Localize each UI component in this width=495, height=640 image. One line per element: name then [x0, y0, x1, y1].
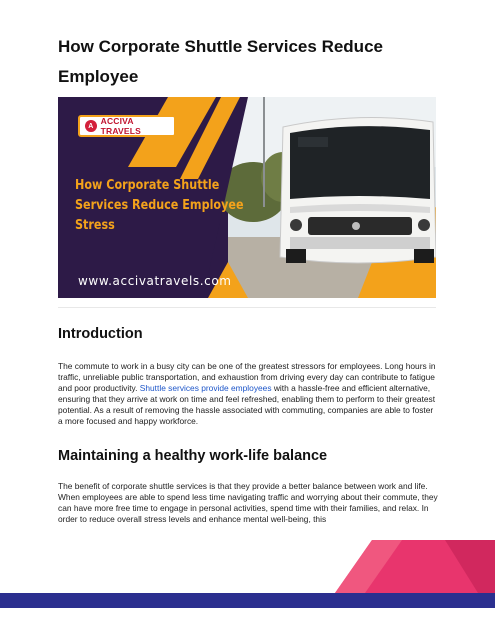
- balance-paragraph: The benefit of corporate shuttle services is that they provide a better balance between work and life. When employees are able to spend less time navigating traffic and worrying about their commute, they can have more free time to engage in personal activities, spend time with their families, and relax. In order to reduce overall stress levels and enhance mental well-being, this: [58, 481, 438, 524]
- banner-headline-line-3: Stress: [75, 218, 115, 233]
- banner-website-url: www.accivatravels.com: [78, 274, 232, 288]
- intro-paragraph: [58, 361, 438, 427]
- intro-heading: Introduction: [58, 326, 143, 342]
- shuttle-services-link[interactable]: Shuttle services provide employees: [139, 383, 272, 393]
- section-divider: [58, 307, 436, 308]
- banner-headline-line-2: Services Reduce Employee: [75, 198, 244, 213]
- banner-headline: [75, 176, 247, 236]
- intro-text-after: with a hassle-free and efficient alternative, ensuring that they arrive at work on time and feel refreshed, enabling them to perform to their greatest potential. As a result of removing the hassle associated with commuting, companies are able to foster a more focused and happy workforce.: [58, 383, 436, 426]
- acciva-logo-text: ACCIVA TRAVELS: [100, 116, 142, 136]
- bus-illustration: [280, 118, 436, 263]
- footer-navy-bar: [0, 593, 495, 608]
- acciva-logo: [78, 115, 176, 137]
- hero-banner-image: [58, 97, 436, 298]
- page-title-line-1: How Corporate Shuttle Services Reduce Employee: [58, 37, 383, 86]
- balance-heading: Maintaining a healthy work-life balance: [58, 448, 328, 464]
- acciva-logo-mark-icon: A: [85, 120, 97, 132]
- banner-headline-line-1: How Corporate Shuttle: [75, 178, 220, 193]
- intro-text-before: The commute to work in a busy city can be one of the greatest stressors for employees. Long hours in traffic, unreliable public transportation, and exhaustion from driving every day can contribute to fatigue and poor productivity.: [58, 361, 436, 393]
